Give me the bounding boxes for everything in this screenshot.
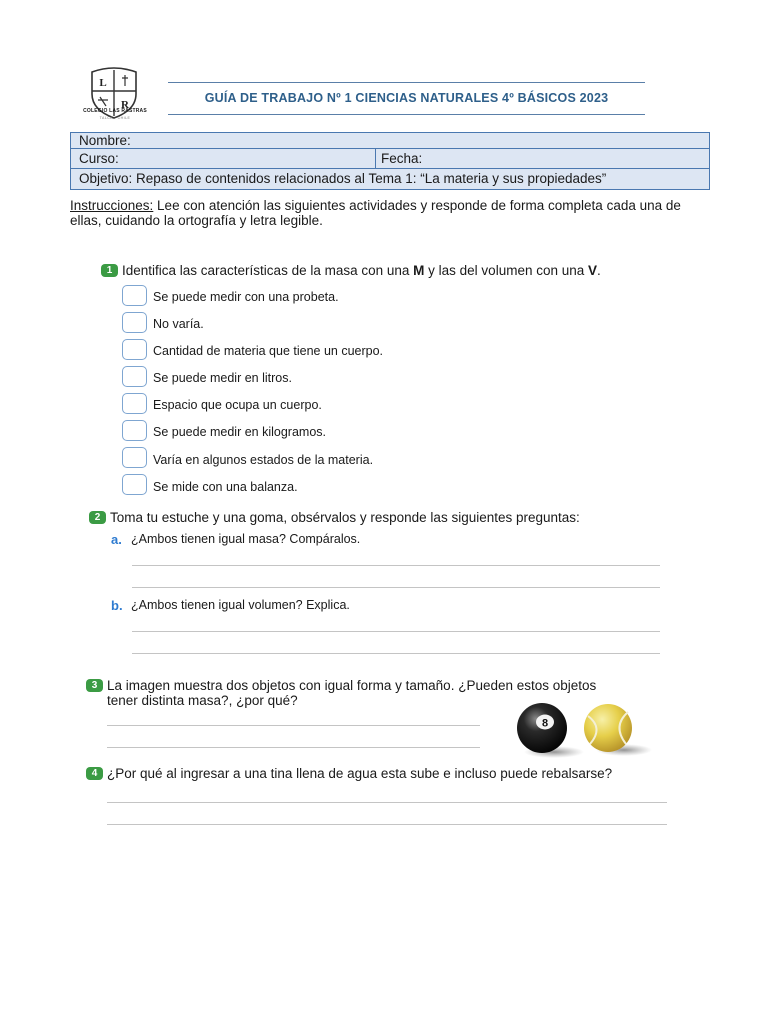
- tennis-ball-image: [578, 702, 654, 760]
- answer-box-3[interactable]: [122, 339, 147, 360]
- mass-letter: M: [413, 263, 425, 278]
- instructions: [70, 198, 700, 228]
- ball-number: 8: [541, 717, 549, 730]
- option-1: Se puede medir con una probeta.: [153, 290, 339, 304]
- answer-box-1[interactable]: [122, 285, 147, 306]
- answer-box-6[interactable]: [122, 420, 147, 441]
- answer-line-2b-2[interactable]: [132, 653, 660, 654]
- question-3-line2: tener distinta masa?, ¿por qué?: [107, 693, 298, 708]
- school-subtitle: TALCA · CHILE: [99, 116, 131, 120]
- instructions-text: Lee con atención las siguientes actividades y responde de forma completa cada una de ellas, cuidando la ortografía y letra legible.: [70, 198, 681, 228]
- nombre-label: Nombre:: [79, 133, 131, 148]
- header-rule-top: [168, 82, 645, 83]
- question-2-text: Toma tu estuche y una goma, obsérvalos y responde las siguientes preguntas:: [110, 510, 580, 525]
- answer-line-3-1[interactable]: [107, 725, 480, 726]
- header-rule-bottom: [168, 114, 645, 115]
- option-6: Se puede medir en kilogramos.: [153, 425, 327, 439]
- document-title: GUÍA DE TRABAJO Nº 1 CIENCIAS NATURALES 4º BÁSICOS 2023: [204, 91, 609, 105]
- curso-label: Curso:: [79, 151, 119, 166]
- question-1-badge: 1: [101, 264, 118, 277]
- option-3: Cantidad de materia que tiene un cuerpo.: [153, 344, 384, 358]
- answer-line-3-2[interactable]: [107, 747, 480, 748]
- question-2a-letter: a.: [111, 532, 122, 547]
- question-3-line1: La imagen muestra dos objetos con igual forma y tamaño. ¿Pueden estos objetos: [107, 678, 597, 693]
- answer-line-2a-2[interactable]: [132, 587, 660, 588]
- question-4-text: ¿Por qué al ingresar a una tina llena de agua esta sube e incluso puede rebalsarse?: [107, 766, 613, 781]
- fecha-label: Fecha:: [381, 151, 423, 166]
- volume-letter: V: [588, 263, 598, 278]
- school-name: COLEGIO LAS RASTRAS: [83, 108, 147, 114]
- option-8: Se mide con una balanza.: [153, 480, 298, 494]
- answer-box-2[interactable]: [122, 312, 147, 333]
- question-2b-letter: b.: [111, 598, 123, 613]
- student-info-table: [70, 132, 710, 190]
- instructions-label: Instrucciones:: [70, 198, 154, 213]
- question-4-badge: 4: [86, 767, 103, 780]
- answer-box-7[interactable]: [122, 447, 147, 468]
- option-2: No varía.: [153, 317, 204, 331]
- question-1-text: Identifica las características de la masa con una M y las del volumen con una V.: [122, 263, 601, 278]
- question-3-badge: 3: [86, 679, 103, 692]
- curso-field[interactable]: [79, 151, 119, 166]
- question-2-badge: 2: [89, 511, 106, 524]
- billiard-ball-image: [512, 700, 584, 760]
- answer-box-8[interactable]: [122, 474, 147, 495]
- answer-box-5[interactable]: [122, 393, 147, 414]
- logo-letter-l: L: [99, 77, 107, 89]
- option-4: Se puede medir en litros.: [153, 371, 292, 385]
- answer-line-4-1[interactable]: [107, 802, 667, 803]
- objetivo: Objetivo: Repaso de contenidos relacionados al Tema 1: “La materia y sus propiedades”: [79, 171, 607, 186]
- question-2a-text: ¿Ambos tienen igual masa? Compáralos.: [131, 532, 361, 546]
- option-5: Espacio que ocupa un cuerpo.: [153, 398, 322, 412]
- fecha-field[interactable]: [375, 149, 422, 169]
- answer-line-2a-1[interactable]: [132, 565, 660, 566]
- answer-line-4-2[interactable]: [107, 824, 667, 825]
- answer-box-4[interactable]: [122, 366, 147, 387]
- logo-letter-r: R: [121, 99, 129, 111]
- nombre-field[interactable]: [71, 133, 709, 149]
- question-2b-text: ¿Ambos tienen igual volumen? Explica.: [131, 598, 350, 612]
- answer-line-2b-1[interactable]: [132, 631, 660, 632]
- option-7: Varía en algunos estados de la materia.: [153, 453, 374, 467]
